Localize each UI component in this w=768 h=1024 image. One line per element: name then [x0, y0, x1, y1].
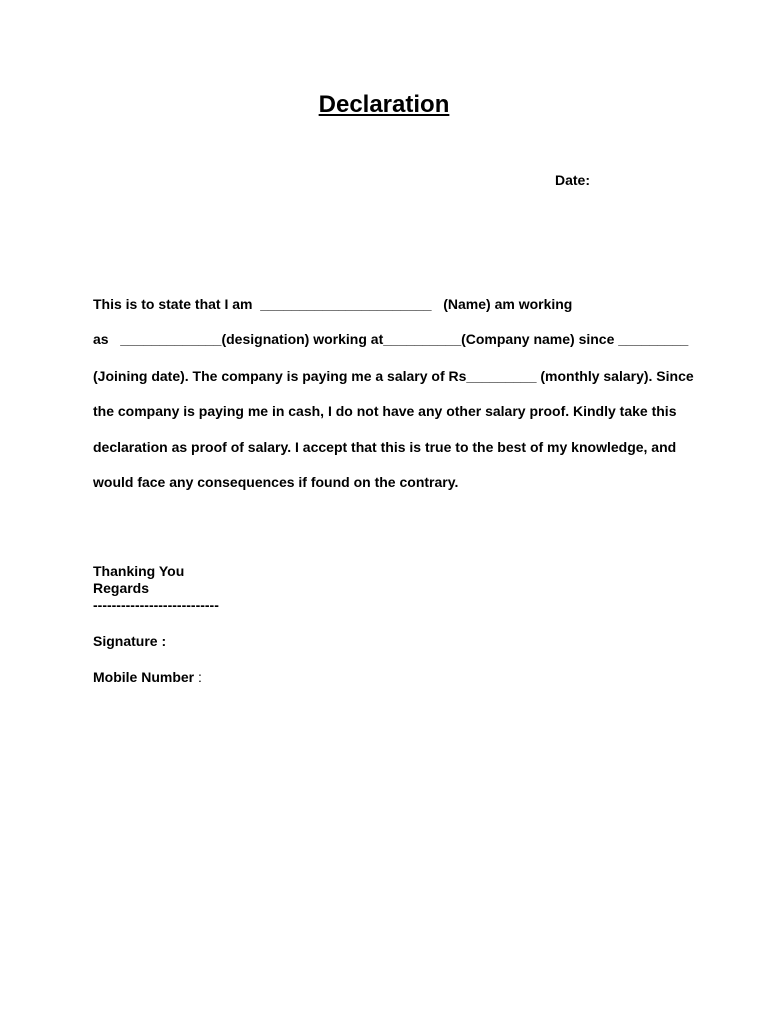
mobile-number-row	[93, 669, 202, 686]
date-label: Date:	[555, 172, 591, 188]
mobile-number-label: Mobile Number	[93, 669, 195, 685]
body-line-3: (Joining date). The company is paying me a salary of Rs_________ (monthly salary). Since	[93, 368, 694, 384]
body-line-6: would face any consequences if found on the contrary.	[93, 474, 459, 490]
mobile-number-colon: :	[194, 669, 202, 685]
signature-label: Signature :	[93, 633, 167, 649]
body-line-1: This is to state that I am ______________________ (Name) am working	[93, 296, 573, 312]
document-title: Declaration	[318, 91, 450, 118]
body-line-5: declaration as proof of salary. I accept that this is true to the best of my knowledge, and	[93, 439, 677, 455]
signature-separator: ---------------------------	[93, 597, 219, 613]
thanking-you-text: Thanking You	[93, 563, 185, 579]
body-line-2: as _____________(designation) working at__________(Company name) since _________	[93, 331, 689, 347]
body-line-4: the company is paying me in cash, I do not have any other salary proof. Kindly take this	[93, 403, 677, 419]
regards-text: Regards	[93, 580, 150, 596]
